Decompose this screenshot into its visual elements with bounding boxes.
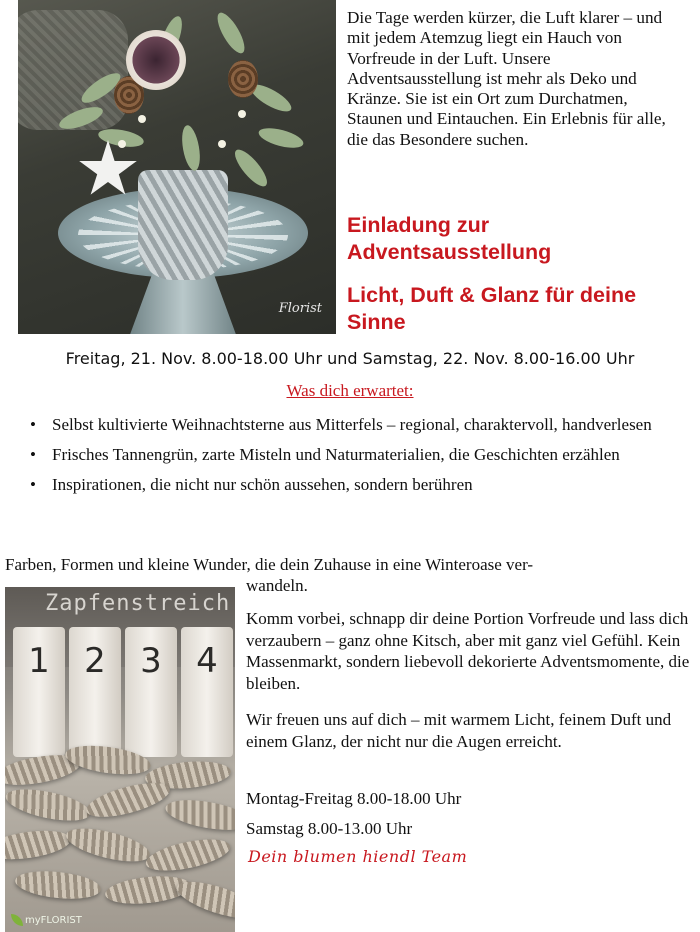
candle <box>13 627 65 757</box>
eucalyptus-leaf <box>57 103 106 134</box>
pine-cone <box>83 776 173 823</box>
opening-hours-weekday: Montag-Freitag 8.00-18.00 Uhr <box>246 789 462 808</box>
bouquet-photo <box>18 0 336 334</box>
candle-number: 3 <box>140 641 162 681</box>
list-item: • Frisches Tannengrün, zarte Misteln und Naturmaterialien, die Geschichten erzählen <box>30 444 690 465</box>
eucalyptus-leaf <box>213 9 250 57</box>
pine-cone <box>173 874 235 925</box>
candle-number: 1 <box>28 641 50 681</box>
candle <box>69 627 121 757</box>
pine-cone <box>5 783 93 826</box>
white-berry <box>218 140 226 148</box>
leaf-icon <box>11 914 23 926</box>
photo-signature: Florist <box>278 301 322 316</box>
signoff: Dein blumen hiendl Team <box>248 847 468 866</box>
expect-heading: Was dich erwartet: <box>286 381 414 400</box>
candle-number: 2 <box>84 641 106 681</box>
eucalyptus-leaf <box>230 145 272 191</box>
event-dates: Freitag, 21. Nov. 8.00-18.00 Uhr und Samstag, 22. Nov. 8.00-16.00 Uhr <box>65 349 635 368</box>
pine-cone <box>228 60 258 98</box>
paragraph-winteroase: Farben, Formen und kleine Wunder, die dein Zuhause in eine Winteroase ver- <box>5 555 534 574</box>
candle <box>125 627 177 757</box>
paragraph-komm-vorbei: Komm vorbei, schnapp dir deine Portion Vorfreude und lass dich verzaubern – ganz ohne Kitsch, aber mit ganz viel Gefühl. Kein Massenmarkt, sondern liebevoll dekorierte Adventsmomente, die bleiben. <box>246 609 690 693</box>
invitation-heading: Einladung zur Adventsausstellung <box>347 213 552 264</box>
white-berry <box>238 110 246 118</box>
intro-paragraph: Die Tage werden kürzer, die Luft klarer – und mit jedem Atemzug liegt ein Hauch von Vorfreude in der Luft. Unsere Adventsausstellung ist mehr als Deko und Kränze. Sie ist ein Ort zum Durchatmen, Staunen und Eintauchen. Ein Erlebnis für alle, die das Besondere suchen. <box>347 8 666 149</box>
invitation-subheading: Licht, Duft & Glanz für deine Sinne <box>347 283 637 334</box>
eucalyptus-leaf <box>257 124 306 151</box>
candle <box>181 627 233 757</box>
list-item: • Inspirationen, die nicht nur schön aussehen, sondern berühren <box>30 474 690 495</box>
eucalyptus-leaf <box>179 124 203 172</box>
paragraph-wir-freuen: Wir freuen uns auf dich – mit warmem Licht, feinem Duft und einem Glanz, der nicht nur die Augen erreicht. <box>246 710 672 751</box>
pine-cone <box>5 826 72 864</box>
opening-hours-saturday: Samstag 8.00-13.00 Uhr <box>246 819 413 838</box>
protea-flower <box>126 30 186 90</box>
logo-text: myFLORIST <box>25 915 82 926</box>
white-berry <box>118 140 126 148</box>
highlights-list <box>30 414 690 504</box>
pine-cone <box>63 822 153 868</box>
florist-logo <box>11 914 82 926</box>
pine-cone <box>143 833 233 876</box>
candle-number: 4 <box>196 641 218 681</box>
pine-cone <box>14 868 102 903</box>
zapfenstreich-photo <box>5 587 235 932</box>
sign-text: Zapfenstreich <box>45 591 231 616</box>
paragraph-winteroase-continued: wandeln. <box>246 576 308 595</box>
white-berry <box>138 115 146 123</box>
list-item: • Selbst kultivierte Weihnachtsterne aus Mitterfels – regional, charaktervoll, handverlesen <box>30 414 690 435</box>
pine-cone <box>163 795 235 836</box>
